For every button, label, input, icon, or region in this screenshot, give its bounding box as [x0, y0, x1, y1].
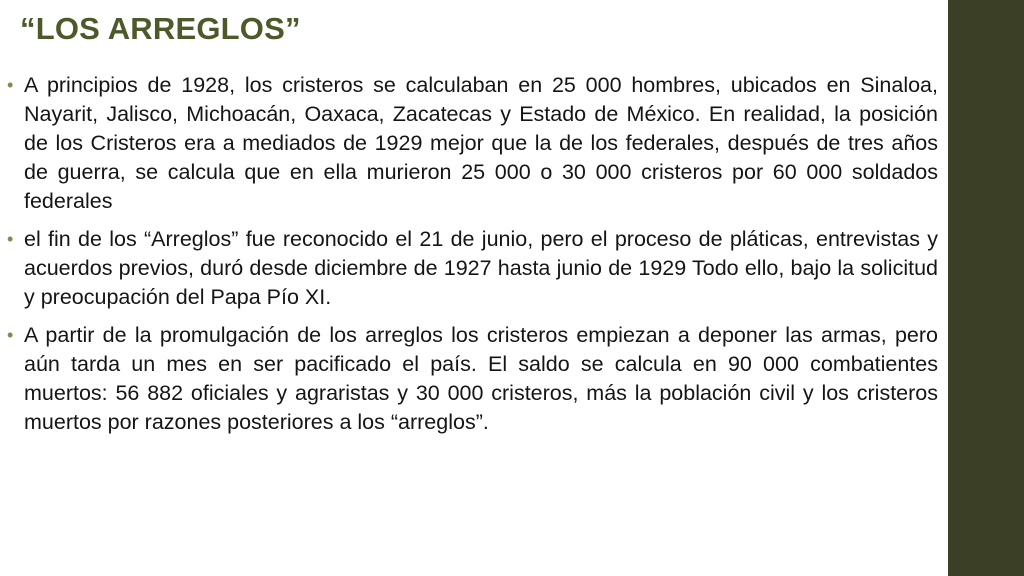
bullet-icon: •	[7, 229, 14, 249]
bullet-list	[7, 71, 938, 446]
bullet-icon: •	[7, 75, 14, 95]
list-item	[7, 225, 938, 312]
paragraph-text: A partir de la promulgación de los arreglos los cristeros empiezan a deponer las armas, pero aún tarda un mes en ser pacificado el país. El saldo se calcula en 90 000 combatientes muertos: 56 882 oficiales y agraristas y 30 000 cristeros, más la población civil y los cristeros muertos por razones posteriores a los “arreglos”.	[24, 323, 938, 434]
slide-title: “LOS ARREGLOS”	[20, 11, 301, 46]
decorative-side-bar	[948, 0, 1024, 576]
paragraph-text: el fin de los “Arreglos” fue reconocido el 21 de junio, pero el proceso de pláticas, entrevistas y acuerdos previos, duró desde diciembre de 1927 hasta junio de 1929 Todo ello, bajo la solicitud y preocupación del Papa Pío XI.	[24, 227, 938, 309]
list-item	[7, 321, 938, 437]
paragraph-text: A principios de 1928, los cristeros se calculaban en 25 000 hombres, ubicados en Sinaloa, Nayarit, Jalisco, Michoacán, Oaxaca, Zacatecas y Estado de México. En realidad, la posición de los Cristeros era a mediados de 1929 mejor que la de los federales, después de tres años de guerra, se calcula que en ella murieron 25 000 o 30 000 cristeros por 60 000 soldados federales	[24, 73, 938, 213]
list-item	[7, 71, 938, 216]
bullet-icon: •	[7, 325, 14, 345]
